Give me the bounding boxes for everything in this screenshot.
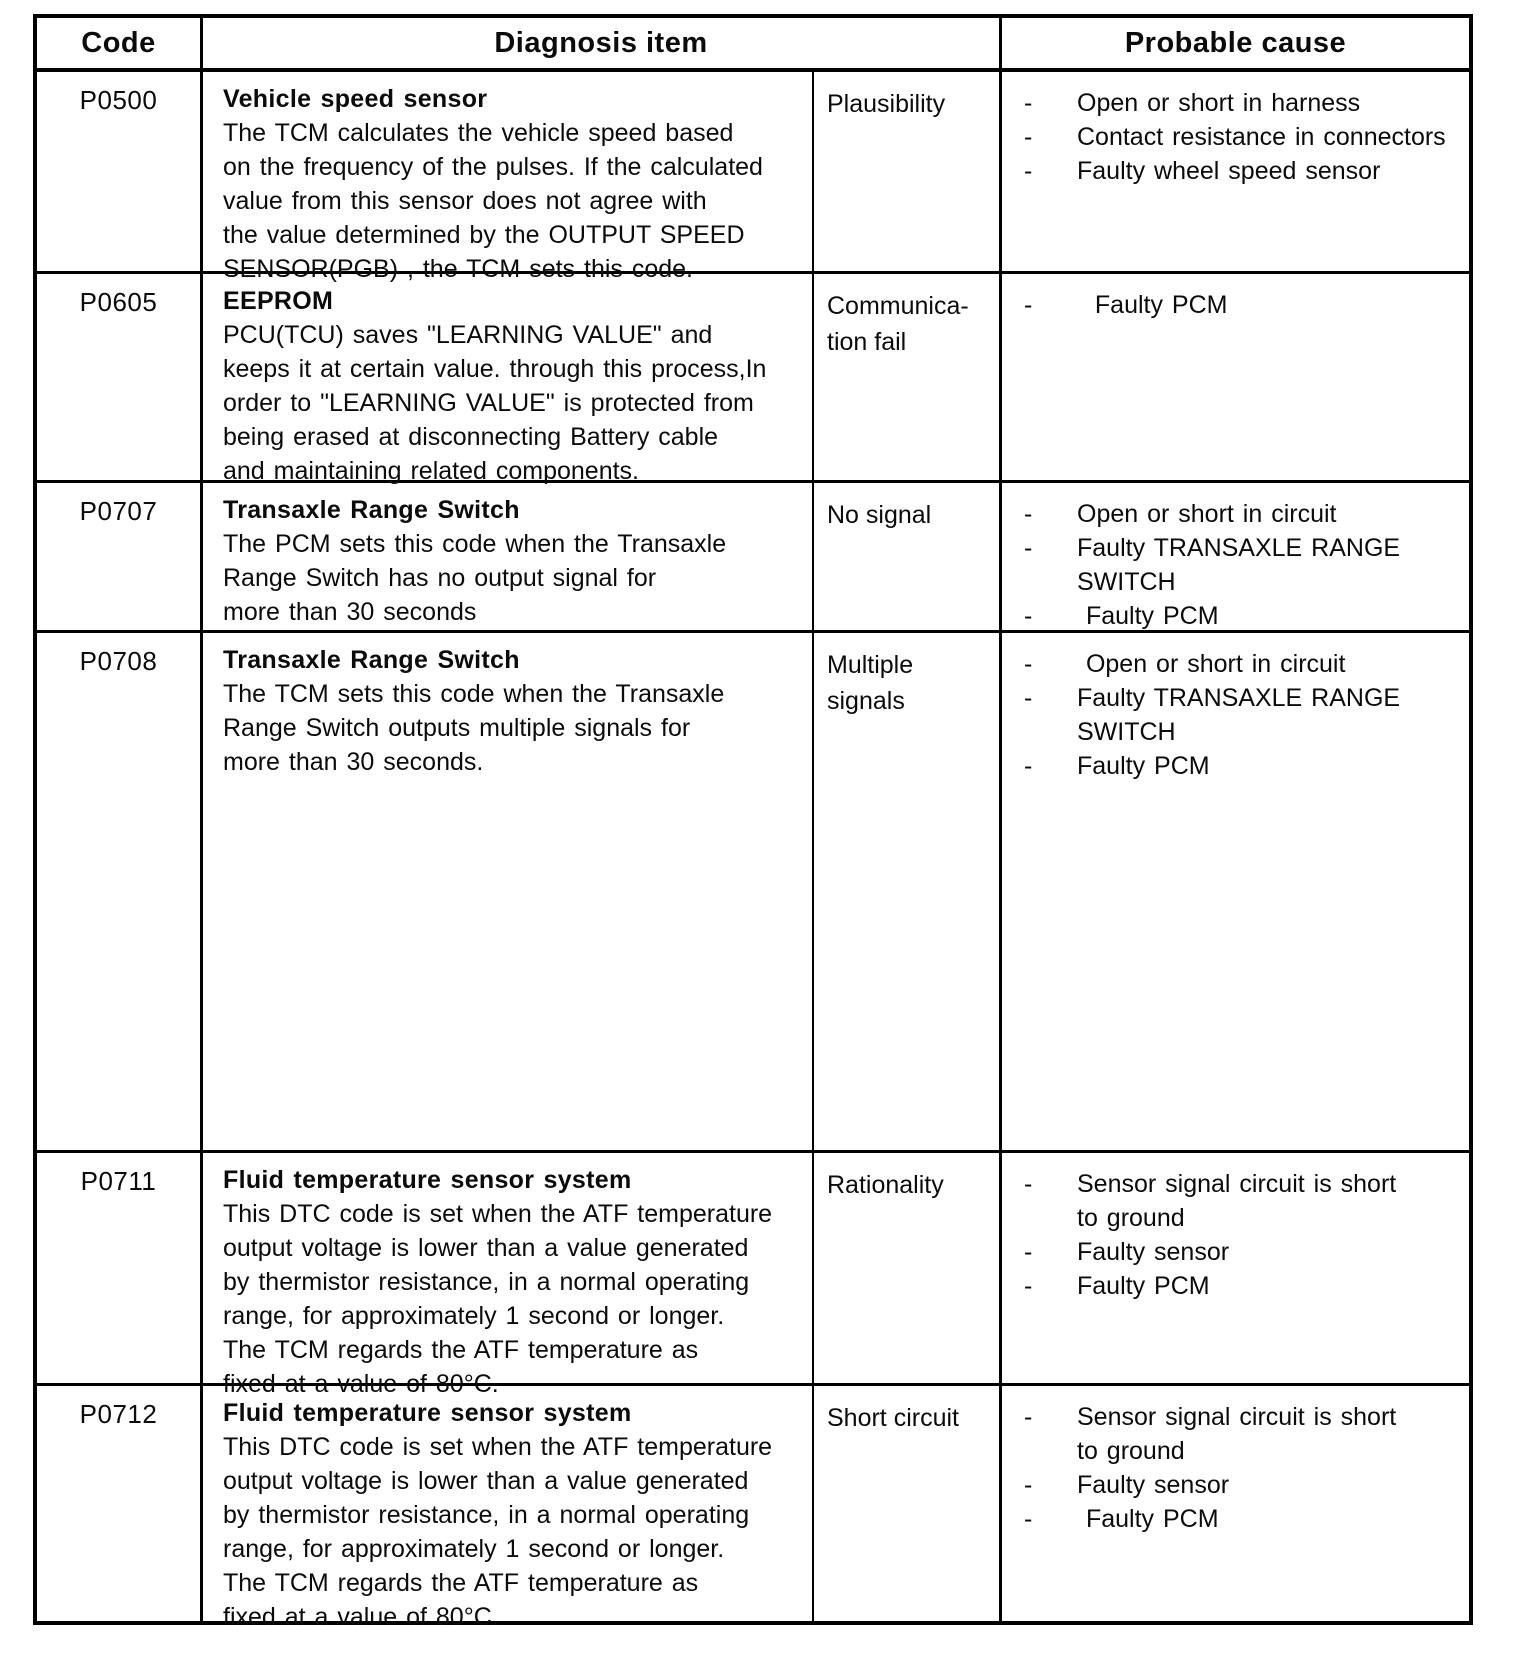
diagnosis-cell — [200, 633, 812, 1150]
cause-item — [1024, 647, 1465, 681]
diagnosis-title: Vehicle speed sensor — [223, 85, 488, 113]
fault-type-cell: Multiple signals — [812, 633, 999, 1150]
dash-bullet: - — [1024, 1170, 1033, 1198]
fault-type-cell: Communica- tion fail — [812, 274, 999, 480]
cause-text: Faulty PCM — [1077, 602, 1219, 630]
diagnosis-description: PCU(TCU) saves "LEARNING VALUE" and keeps it at certain value. through this process,In order to "LEARNING VALUE" is protected from being erased at disconnecting Battery cable and maintaining related components. — [223, 321, 767, 485]
code-cell: P0711 — [80, 1166, 157, 1196]
cause-text: Faulty PCM — [1077, 291, 1228, 319]
diagnosis-title: EEPROM — [223, 287, 334, 315]
fault-type-cell: Short circuit — [812, 1386, 999, 1621]
causes-cell — [999, 1153, 1469, 1383]
cause-item — [1024, 497, 1465, 531]
cause-item — [1024, 531, 1465, 599]
cause-item — [1024, 120, 1465, 154]
cause-text: Open or short in harness — [1077, 89, 1361, 117]
diagnosis-description: This DTC code is set when the ATF temperature output voltage is lower than a value generated by thermistor resistance, in a normal operating range, for approximately 1 second or longer. The TCM regards the ATF temperature as fixed at a value of 80°C. — [223, 1200, 773, 1398]
cause-text: Open or short in circuit — [1077, 500, 1337, 528]
cause-item — [1024, 681, 1465, 749]
causes-cell — [999, 274, 1469, 480]
table-header-row — [37, 18, 1469, 68]
cause-item — [1024, 1167, 1465, 1235]
diagnosis-description: The PCM sets this code when the Transaxle Range Switch has no output signal for more than 30 seconds — [223, 530, 727, 626]
header-code: Code — [81, 26, 156, 59]
diagnosis-title: Transaxle Range Switch — [223, 646, 520, 674]
code-cell: P0707 — [79, 496, 158, 526]
dash-bullet: - — [1024, 291, 1033, 319]
fault-type-cell: No signal — [812, 483, 999, 630]
cause-text: Faulty TRANSAXLE RANGE SWITCH — [1077, 684, 1401, 746]
cause-item — [1024, 1235, 1465, 1269]
cause-text: Open or short in circuit — [1077, 650, 1346, 678]
table-row — [37, 480, 1469, 630]
dash-bullet: - — [1024, 157, 1033, 185]
diagnosis-description: This DTC code is set when the ATF temperature output voltage is lower than a value generated by thermistor resistance, in a normal operating range, for approximately 1 second or longer. The TCM regards the ATF temperature as fixed at a value of 80°C. — [223, 1433, 773, 1631]
diagnosis-cell — [200, 1386, 812, 1631]
dash-bullet: - — [1024, 1403, 1033, 1431]
dash-bullet: - — [1024, 1471, 1033, 1499]
fault-type-cell: Rationality — [812, 1153, 999, 1383]
cause-text: Faulty PCM — [1077, 1505, 1219, 1533]
diagnosis-description: The TCM calculates the vehicle speed based on the frequency of the pulses. If the calculated value from this sensor does not agree with the value determined by the OUTPUT SPEED SENSOR(PGB) , the TCM sets this code. — [223, 119, 763, 283]
diagnosis-title: Fluid temperature sensor system — [223, 1166, 632, 1194]
dash-bullet: - — [1024, 500, 1033, 528]
cause-text: Faulty TRANSAXLE RANGE SWITCH — [1077, 534, 1401, 596]
fault-type-cell: Plausibility — [812, 72, 999, 271]
cause-item — [1024, 1502, 1465, 1536]
dash-bullet: - — [1024, 752, 1033, 780]
cause-text: Faulty sensor — [1077, 1471, 1230, 1499]
diagnosis-cell — [200, 72, 812, 283]
cause-item — [1024, 1468, 1465, 1502]
table-row — [37, 630, 1469, 1150]
code-cell: P0500 — [79, 85, 158, 115]
dash-bullet: - — [1024, 1505, 1033, 1533]
diagnosis-title: Fluid temperature sensor system — [223, 1399, 632, 1427]
cause-text: Contact resistance in connectors — [1077, 123, 1446, 151]
diagnosis-cell — [200, 1153, 812, 1398]
cause-text: Faulty PCM — [1077, 1272, 1210, 1300]
code-cell: P0708 — [79, 646, 158, 676]
header-diagnosis-item: Diagnosis item — [200, 18, 999, 68]
causes-cell — [999, 72, 1469, 271]
code-cell: P0712 — [79, 1399, 158, 1429]
table-row — [37, 271, 1469, 485]
dash-bullet: - — [1024, 123, 1033, 151]
cause-text: Faulty wheel speed sensor — [1077, 157, 1381, 185]
cause-item — [1024, 288, 1465, 322]
cause-item — [1024, 86, 1465, 120]
dash-bullet: - — [1024, 1238, 1033, 1266]
dtc-table — [33, 14, 1473, 1631]
cause-text: Faulty PCM — [1077, 752, 1210, 780]
diagnosis-cell — [200, 483, 812, 630]
header-probable-cause: Probable cause — [999, 18, 1469, 68]
table-row — [37, 68, 1469, 283]
causes-cell — [999, 483, 1469, 630]
table-row — [37, 1383, 1469, 1631]
dash-bullet: - — [1024, 89, 1033, 117]
causes-cell — [999, 1386, 1469, 1621]
cause-text: Faulty sensor — [1077, 1238, 1230, 1266]
diagnosis-cell — [200, 274, 812, 485]
cause-text: Sensor signal circuit is short to ground — [1077, 1170, 1397, 1232]
code-cell: P0605 — [79, 287, 158, 317]
cause-item — [1024, 749, 1465, 783]
causes-cell — [999, 633, 1469, 1150]
cause-item — [1024, 599, 1465, 633]
cause-item — [1024, 1269, 1465, 1303]
dash-bullet: - — [1024, 602, 1033, 630]
diagnosis-description: The TCM sets this code when the Transaxle Range Switch outputs multiple signals for more than 30 seconds. — [223, 680, 725, 776]
cause-item — [1024, 1400, 1465, 1468]
diagnosis-title: Transaxle Range Switch — [223, 496, 520, 524]
cause-item — [1024, 154, 1465, 188]
table-row — [37, 1150, 1469, 1398]
dash-bullet: - — [1024, 650, 1033, 678]
cause-text: Sensor signal circuit is short to ground — [1077, 1403, 1397, 1465]
dash-bullet: - — [1024, 534, 1033, 562]
dash-bullet: - — [1024, 684, 1033, 712]
dash-bullet: - — [1024, 1272, 1033, 1300]
